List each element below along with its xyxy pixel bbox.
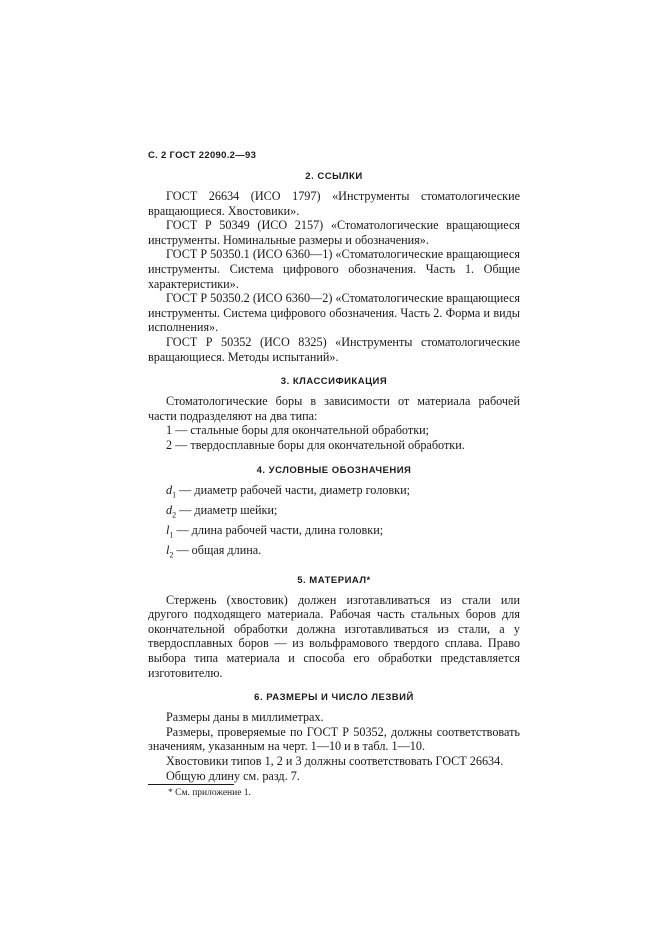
symbol-item <box>148 503 520 523</box>
dimensions-paragraph: Размеры, проверяемые по ГОСТ Р 50352, должны соответствовать значениям, указанным на черт. 1—10 и в табл. 1—10. <box>148 724 520 754</box>
footnote-divider <box>148 784 234 785</box>
symbol-item <box>148 543 520 563</box>
symbol-letter: $l_1$ <box>166 522 174 539</box>
reference-paragraph: ГОСТ Р 50350.2 (ИСО 6360—2) «Стоматологические вращающиеся инструменты. Система цифрового обозначения. Часть 2. Форма и виды исполнения». <box>148 291 520 335</box>
symbol-description: — диаметр рабочей части, диаметр головки; <box>176 482 410 497</box>
dimensions-paragraph: Общую длину см. разд. 7. <box>166 768 300 783</box>
symbol-letter: $l_2$ <box>166 542 174 560</box>
material-paragraph: Стержень (хвостовик) должен изготавливаться из стали или другого подходящего материала. Рабочая часть стальных боров для окончательной обработки должна изготавливаться из стали, а у твердосплавных боров — из вольфрамового твердого сплава. Право выбора типа материала и способа его обработки представляется изготовителю. <box>148 592 520 680</box>
running-head: С. 2 ГОСТ 22090.2—93 <box>148 150 257 161</box>
symbol-item <box>148 523 520 543</box>
classification-item: 2 — твердосплавные боры для окончательной обработки. <box>166 437 465 452</box>
symbol-item <box>148 483 520 503</box>
footnote: * См. приложение 1. <box>168 788 251 799</box>
symbol-description: — диаметр шейки; <box>176 502 278 517</box>
section-title-material: 5. МАТЕРИАЛ* <box>297 574 371 586</box>
reference-paragraph: ГОСТ Р 50352 (ИСО 8325) «Инструменты стоматологические вращающиеся. Методы испытаний». <box>148 334 520 364</box>
reference-paragraph: ГОСТ Р 50349 (ИСО 2157) «Стоматологические вращающиеся инструменты. Номинальные размеры и обозначения». <box>148 218 520 247</box>
symbol-letter: $d_2$ <box>166 502 177 519</box>
section-title-classification: 3. КЛАССИФИКАЦИЯ <box>280 376 388 388</box>
symbol-letter: $d_1$ <box>166 482 177 499</box>
dimensions-paragraph: Хвостовики типов 1, 2 и 3 должны соответствовать ГОСТ 26634. <box>166 753 504 768</box>
dimensions-paragraph: Размеры даны в миллиметрах. <box>166 710 324 725</box>
symbol-description: — общая длина. <box>173 542 262 557</box>
reference-paragraph: ГОСТ 26634 (ИСО 1797) «Инструменты стоматологические вращающиеся. Хвостовики». <box>148 189 520 218</box>
reference-paragraph: ГОСТ Р 50350.1 (ИСО 6360—1) «Стоматологические вращающиеся инструменты. Система цифрового обозначения. Часть 1. Общие характеристики». <box>148 247 520 291</box>
section-title-symbols: 4. УСЛОВНЫЕ ОБОЗНАЧЕНИЯ <box>256 464 412 476</box>
symbols-list <box>148 483 520 563</box>
section-title-references: 2. ССЫЛКИ <box>305 171 363 182</box>
section-title-dimensions: 6. РАЗМЕРЫ И ЧИСЛО ЛЕЗВИЙ <box>254 692 414 704</box>
classification-item: 1 — стальные боры для окончательной обработки; <box>166 423 430 438</box>
document-page <box>148 150 520 799</box>
symbol-description: — длина рабочей части, длина головки; <box>173 522 384 537</box>
classification-list <box>148 423 520 452</box>
classification-intro: Стоматологические боры в зависимости от материала рабочей части подразделяют на два типа: <box>148 394 520 423</box>
